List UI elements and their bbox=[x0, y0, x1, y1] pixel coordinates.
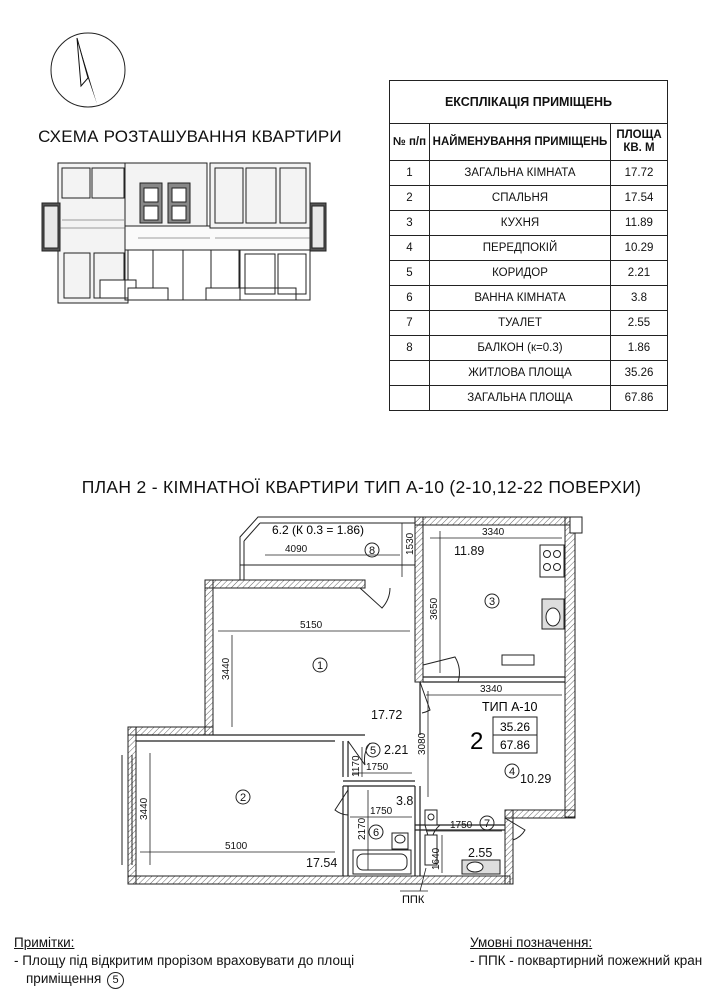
row-number: 4 bbox=[390, 236, 430, 261]
total-area-value: 67.86 bbox=[611, 386, 668, 411]
row-name: ТУАЛЕТ bbox=[430, 311, 611, 336]
ppk-label: ППК bbox=[402, 894, 425, 906]
table-row bbox=[390, 236, 668, 261]
dim-bath-depth: 2170 bbox=[357, 817, 368, 840]
table-row bbox=[390, 361, 668, 386]
notes-title: Примітки: bbox=[14, 935, 75, 950]
rooms-count: 2 bbox=[470, 728, 484, 755]
col-header-number: № п/п bbox=[390, 124, 430, 161]
row-area: 17.54 bbox=[611, 186, 668, 211]
row-number: 5 bbox=[390, 261, 430, 286]
dim-bath-width: 1750 bbox=[370, 806, 393, 817]
row-number: 7 bbox=[390, 311, 430, 336]
svg-text:7: 7 bbox=[483, 818, 491, 830]
svg-text:2: 2 bbox=[239, 792, 247, 804]
table-row bbox=[390, 286, 668, 311]
col-header-area: ПЛОЩА КВ. М bbox=[611, 124, 668, 161]
row-name: ПЕРЕДПОКІЙ bbox=[430, 236, 611, 261]
plan-title: ПЛАН 2 - КІМНАТНОЇ КВАРТИРИ ТИП А-10 (2-10,12-22 ПОВЕРХИ) bbox=[81, 477, 642, 497]
row-area: 3.8 bbox=[611, 286, 668, 311]
row-name: ЗАГАЛЬНА КІМНАТА bbox=[430, 161, 611, 186]
row-number: 2 bbox=[390, 186, 430, 211]
summary-total-area: 67.86 bbox=[499, 738, 531, 752]
svg-text:6: 6 bbox=[372, 827, 380, 839]
dim-balcony-width: 4090 bbox=[285, 544, 308, 555]
dim-balcony-depth: 1530 bbox=[405, 532, 416, 555]
dim-corridor-width: 1750 bbox=[366, 762, 389, 773]
area-kitchen: 11.89 bbox=[454, 544, 485, 558]
legend-item: - ППК - поквартирний пожежний кран bbox=[470, 953, 703, 968]
notes-block bbox=[14, 934, 354, 989]
area-bath: 3.8 bbox=[396, 794, 414, 808]
legend-title: Умовні позначення: bbox=[470, 935, 593, 950]
apartment-floor-plan bbox=[110, 505, 600, 915]
table-row bbox=[390, 211, 668, 236]
row-number: 1 bbox=[390, 161, 430, 186]
svg-text:1: 1 bbox=[316, 660, 324, 672]
dim-wc-depth: 1640 bbox=[431, 847, 442, 870]
svg-text:5: 5 bbox=[369, 745, 377, 757]
row-area: 2.55 bbox=[611, 311, 668, 336]
row-name: ВАННА КІМНАТА bbox=[430, 286, 611, 311]
dim-wc-width: 1750 bbox=[450, 820, 473, 831]
dim-living-depth: 3440 bbox=[221, 657, 232, 680]
row-name: СПАЛЬНЯ bbox=[430, 186, 611, 211]
total-area-label: ЗАГАЛЬНА ПЛОЩА bbox=[430, 386, 611, 411]
room-number-8 bbox=[365, 543, 379, 557]
balcony-label: 6.2 (К 0.3 = 1.86) bbox=[272, 523, 365, 537]
room-number-7 bbox=[480, 816, 494, 830]
row-number: 3 bbox=[390, 211, 430, 236]
floor-scheme-diagram bbox=[40, 158, 330, 308]
table-row bbox=[390, 261, 668, 286]
row-area: 11.89 bbox=[611, 211, 668, 236]
row-area: 2.21 bbox=[611, 261, 668, 286]
room-number-4 bbox=[505, 764, 519, 778]
table-row bbox=[390, 336, 668, 361]
notes-line-1: - Площу під відкритим прорізом враховувати до площі bbox=[14, 953, 355, 968]
row-area: 1.86 bbox=[611, 336, 668, 361]
row-number: 8 bbox=[390, 336, 430, 361]
dim-hall-width: 3340 bbox=[480, 684, 503, 695]
living-area-label: ЖИТЛОВА ПЛОЩА bbox=[430, 361, 611, 386]
svg-text:8: 8 bbox=[368, 545, 376, 557]
scheme-title: СХЕМА РОЗТАШУВАННЯ КВАРТИРИ bbox=[38, 127, 342, 146]
row-name: КУХНЯ bbox=[430, 211, 611, 236]
table-row bbox=[390, 186, 668, 211]
room-number-5 bbox=[366, 743, 380, 757]
dim-bedroom-depth: 3440 bbox=[139, 797, 150, 820]
legend-block bbox=[470, 934, 702, 970]
dim-corridor-depth: 1170 bbox=[351, 755, 362, 777]
notes-line-2: приміщення bbox=[26, 971, 102, 986]
room-number-2 bbox=[236, 790, 250, 804]
dim-living-width: 5150 bbox=[300, 620, 323, 631]
table-row bbox=[390, 311, 668, 336]
area-living: 17.72 bbox=[371, 708, 403, 722]
table-row bbox=[390, 386, 668, 411]
explication-table bbox=[389, 80, 668, 411]
dim-bedroom-width: 5100 bbox=[225, 841, 248, 852]
room-number-6 bbox=[369, 825, 383, 839]
summary-living-area: 35.26 bbox=[499, 720, 531, 734]
area-summary-box bbox=[493, 717, 537, 753]
area-hall: 10.29 bbox=[520, 772, 552, 786]
room-number-3 bbox=[485, 594, 499, 608]
room-number-1 bbox=[313, 658, 327, 672]
table-row bbox=[390, 161, 668, 186]
svg-text:4: 4 bbox=[508, 766, 516, 778]
notes-room-circle: 5 bbox=[107, 972, 124, 989]
explication-title: ЕКСПЛІКАЦІЯ ПРИМІЩЕНЬ bbox=[390, 81, 668, 124]
col-header-name: НАЙМЕНУВАННЯ ПРИМІЩЕНЬ bbox=[430, 124, 611, 161]
dim-kitchen-depth: 3650 bbox=[429, 597, 440, 620]
dim-hall-depth: 3080 bbox=[417, 732, 428, 755]
row-area: 17.72 bbox=[611, 161, 668, 186]
row-name: КОРИДОР bbox=[430, 261, 611, 286]
row-area: 10.29 bbox=[611, 236, 668, 261]
area-wc: 2.55 bbox=[468, 846, 493, 860]
living-area-value: 35.26 bbox=[611, 361, 668, 386]
dim-kitchen-width: 3340 bbox=[482, 527, 505, 538]
area-corridor: 2.21 bbox=[384, 743, 409, 757]
area-bedroom: 17.54 bbox=[306, 856, 338, 870]
apartment-type-label: ТИП А-10 bbox=[482, 700, 538, 714]
row-name: БАЛКОН (к=0.3) bbox=[430, 336, 611, 361]
svg-text:3: 3 bbox=[488, 596, 496, 608]
row-number: 6 bbox=[390, 286, 430, 311]
north-arrow-icon bbox=[48, 30, 128, 110]
